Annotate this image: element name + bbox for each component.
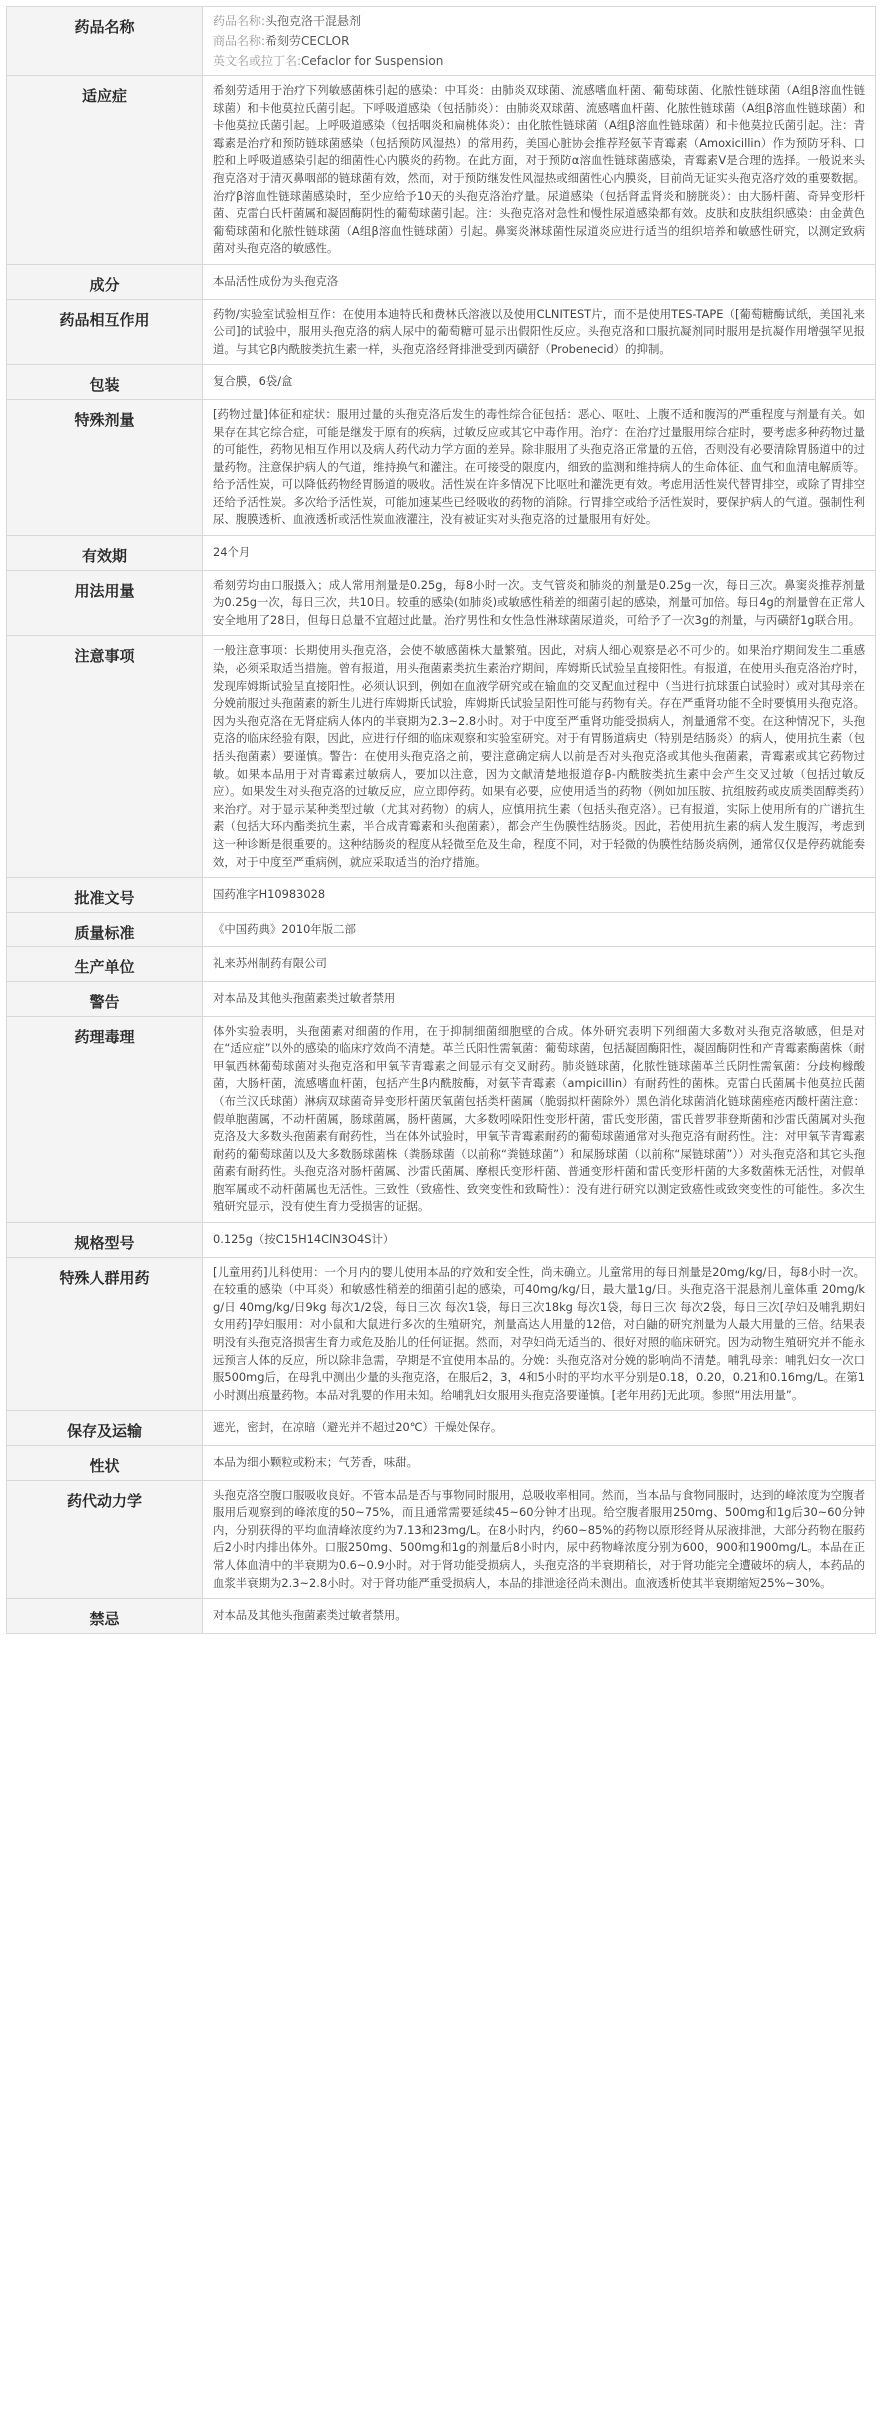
trade-name-key: 商品名称: (213, 34, 266, 48)
row-specification (7, 1223, 875, 1258)
row-properties (7, 1446, 875, 1481)
drug-info-table (6, 6, 876, 1634)
label-storage: 保存及运输 (7, 1411, 203, 1445)
label-ingredients: 成分 (7, 265, 203, 299)
row-pharmacology (7, 1017, 875, 1224)
row-overdose (7, 400, 875, 536)
row-packaging (7, 365, 875, 400)
label-precautions: 注意事项 (7, 636, 203, 877)
label-interactions: 药品相互作用 (7, 300, 203, 365)
value-drug-name (203, 7, 875, 75)
row-pharmacokinetics (7, 1481, 875, 1600)
english-name-value: Cefaclor for Suspension (301, 54, 444, 68)
value-precautions: 一般注意事项：长期使用头孢克洛，会使不敏感菌株大量繁殖。因此，对病人细心观察是必不可少的。如果治疗期间发生二重感染，必须采取适当措施。曾有报道，用头孢菌素类抗生素治疗期间，库姆斯氏试验呈直接阳性。有报道，在使用头孢克洛治疗时，发现库姆斯试验呈直接阳性。必须认识到，例如在血液学研究或在输血的交叉配血过程中（当进行抗球蛋白试验时）或对其母亲在分娩前服过头孢菌素的新生儿进行库姆斯氏试验，库姆斯氏试验呈阳性可能与药物有关。存在严重肾功能不全时要慎用头孢克洛。因为头孢克洛在无肾症病人体内的半衰期为2.3~2.8小时。对于中度至严重肾功能受损病人，剂量通常不变。在这种情况下，头孢克洛的临床经验有限，因此，应进行仔细的临床观察和实验室研究。对于有胃肠道病史（特别是结肠炎）的病人，使用抗生素（包括头孢菌素）要谨慎。警告：在使用头孢克洛之前，要注意确定病人以前是否对头孢克洛或其他头孢菌素，青霉素或其它药物过敏。如果本品用于对青霉素过敏病人，要加以注意，因为文献清楚地报道存β-内酰胺类抗生素中会产生交叉过敏（包括过敏反应）。如果发生对头孢克洛的过敏反应，应立即停药。如果有必要，应使用适当的药物（例如加压胺、抗组胺药或皮质类固醇类药）来治疗。对于显示某种类型过敏（尤其对药物）的病人，应慎用抗生素（包括头孢克洛）。已有报道，实际上使用所有的广谱抗生素（包括大环内酯类抗生素，半合成青霉素和头孢菌素），都会产生伪膜性结肠炎。因此，若使用抗生素的病人发生腹泻，考虑到这一种诊断是很重要的。这种结肠炎的程度从轻微至危及生命，程度不同，对于轻微的伪膜性结肠炎病例，通常仅仅是停药就能奏效，对于中度至严重病例，就应采取适当的治疗措施。 (213, 643, 865, 869)
label-pharmacokinetics: 药代动力学 (7, 1481, 203, 1599)
value-pharmacology: 体外实验表明，头孢菌素对细菌的作用，在于抑制细菌细胞壁的合成。体外研究表明下列细菌大多数对头孢克洛敏感，但是对在“适应症”以外的感染的临床疗效尚不清楚。革兰氏阳性需氧菌：葡萄球菌，包括凝固酶阳性，凝固酶阴性和产青霉素酶菌株（耐甲氧西林葡萄球菌对头孢克洛和甲氧苄青霉素之间显示有交叉耐药。肺炎链球菌，化脓性链球菌革兰氏阴性需氧菌：分歧枸橼酸菌，大肠杆菌，流感嗜血杆菌，包括产生β内酰胺酶，对氨苄青霉素（ampicillin）有耐药性的菌株。克雷白氏菌属卡他莫拉氏菌（布兰汉氏球菌）淋病双球菌奇异变形杆菌厌氧菌包括类杆菌属（脆弱拟杆菌除外）黑色消化球菌消化链球菌痤疮丙酸杆菌注意：假单胞菌属，不动杆菌属，肠球菌属，肠杆菌属，大多数吲哚阳性变形杆菌，雷氏变形菌，雷氏普罗菲登斯菌和沙雷氏菌属对头孢克洛及大多数头孢菌素有耐药性，当在体外试验时，甲氧苄青霉素耐药的葡萄球菌通常对头孢克洛有耐药性。注：对甲氧苄青霉素耐药的葡萄球菌以及大多数肠球菌株（粪肠球菌（以前称“粪链球菌”）和屎肠球菌（以前称“屎链球菌”））对头孢克洛和其它头孢菌素有耐药性。头孢克洛对肠杆菌属、沙雷氏菌属、摩根氏变形杆菌、普通变形杆菌和雷氏变形杆菌的大多数菌株无活性，对假单胞军属或不动杆菌属也无活性。三致性（致癌性、致突变性和致畸性）：没有进行研究以测定致癌性或致突变性的可能性。多次生殖研究显示，没有使生育力受损害的证据。 (213, 1023, 865, 1214)
row-storage (7, 1411, 875, 1446)
value-warning: 对本品及其他头孢菌素类过敏者禁用 (213, 990, 396, 1005)
value-packaging: 复合膜，6袋/盒 (213, 374, 293, 389)
label-dosage: 用法用量 (7, 571, 203, 636)
value-properties: 本品为细小颗粒或粉末；气芳香，味甜。 (213, 1455, 419, 1469)
row-contraindications (7, 1599, 875, 1634)
label-packaging: 包装 (7, 365, 203, 399)
value-storage: 遮光，密封，在凉暗（避光并不超过20℃）干燥处保存。 (213, 1420, 503, 1435)
label-drug-name: 药品名称 (7, 7, 203, 75)
value-pharmacokinetics: 头孢克洛空腹口服吸收良好。不管本品是否与事物同时服用，总吸收率相同。然而，当本品与食物同服时，达到的峰浓度为空腹者服用后观察到的峰浓度的50~75%，而且通常需要延续45~60分钟才出现。给空腹者服用250mg、500mg和1g后30~60分钟内，分别获得的平均血清峰浓度约为7.13和23mg/L。在8小时内，约60~85%的药物以原形经肾从尿液排泄，大部分药物在服药后2小时内排出体外。口服250mg、500mg和1g的剂量后8小时内，尿中药物峰浓度分别为600，900和1900mg/L。本品在正常人体血清中的半衰期为0.6~0.9小时。对于肾功能受损病人，头孢克洛的半衰期稍长，对于肾功能完全遭破坏的病人，本药品的血浆半衰期为2.3~2.8小时。对于肾功能严重受损病人，本品的排泄途径尚未测出。血液透析使其半衰期缩短25%~30%。 (213, 1487, 865, 1590)
generic-name-value: 头孢克洛干混悬剂 (265, 14, 362, 28)
row-quality-standard (7, 913, 875, 948)
label-warning: 警告 (7, 982, 203, 1016)
label-specification: 规格型号 (7, 1223, 203, 1257)
generic-name-key: 药品名称: (213, 14, 266, 28)
label-indications: 适应症 (7, 76, 203, 264)
row-manufacturer (7, 947, 875, 982)
row-dosage (7, 571, 875, 637)
trade-name-value: 希刻劳CECLOR (265, 34, 350, 48)
row-shelf-life (7, 536, 875, 571)
row-warning (7, 982, 875, 1017)
row-indications (7, 76, 875, 265)
value-overdose: [药物过量]体征和症状：服用过量的头孢克洛后发生的毒性综合征包括：恶心、呕吐、上腹不适和腹泻的严重程度与剂量有关。如果存在其它综合症，可能是继发于原有的疾病，过敏反应或其它中毒作用。治疗：在治疗过量服用综合症时，要考虑多种药物过量的可能性，药物见相互作用以及病人药代动力学方面的差异。除非服用了头孢克洛正常量的五倍，否则没有必要清除胃肠道中的过量药物。注意保护病人的气道，维持换气和灌注。在可接受的限度内，细致的监测和维持病人的生命体征、血气和血清电解质等。给予活性炭，可以降低药物经胃肠道的吸收。活性炭在许多情况下比呕吐和灌洗更有效。考虑用活性炭代替胃排空，或除了胃排空还给予活性炭。多次给予活性炭，可能加速某些已经吸收的药物的消除。行胃排空或给予活性炭时，要保护病人的气道。强制性利尿、腹膜透析、血液透析或活性炭血液灌注，没有被证实对头孢克洛的过量服用有好处。 (213, 406, 865, 527)
row-interactions (7, 300, 875, 366)
value-indications: 希刻劳适用于治疗下列敏感菌株引起的感染：中耳炎：由肺炎双球菌、流感嗜血杆菌、葡萄球菌、化脓性链球菌（A组β溶血性链球菌）和卡他莫拉氏菌引起。下呼吸道感染（包括肺炎）：由肺炎双球菌、流感嗜血杆菌、化脓性链球菌（A组β溶血性链球菌）和卡他莫拉氏菌引起。上呼吸道感染（包括咽炎和扁桃体炎）：由化脓性链球菌（A组β溶血性链球菌）和卡他莫拉氏菌引起。注：青霉素是治疗和预防链球菌感染（包括预防风湿热）的常用药，美国心脏协会推荐羟氨苄青霉素（Amoxicillin）作为预防牙科、口腔和上呼吸道感染引起的细菌性心内膜炎的药物。在此方面，对于预防α溶血性链球菌感染，青霉素V是合理的选择。一般说来头孢克洛对于清灭鼻咽部的链球菌有效，然而，对于预防继发性风湿热或细菌性心内膜炎，目前尚无证实头孢克洛疗效的重要数据。治疗β溶血性链球菌感染时，至少应给予10天的头孢克洛治疗量。尿道感染（包括肾盂肾炎和膀胱炎）：由大肠杆菌、奇异变形杆菌、克雷白氏杆菌属和凝固酶阴性的葡萄球菌引起。注：头孢克洛对急性和慢性尿道感染都有效。皮肤和皮肤组织感染：由金黄色葡萄球菌和化脓性链球菌（A组β溶血性链球菌）引起。鼻窦炎淋球菌性尿道炎应进行适当的组织培养和敏感性研究，以测定致病菌对头孢克洛的敏感性。 (213, 83, 865, 256)
label-approval-number: 批准文号 (7, 878, 203, 912)
label-properties: 性状 (7, 1446, 203, 1480)
label-shelf-life: 有效期 (7, 536, 203, 570)
label-overdose: 特殊剂量 (7, 400, 203, 535)
row-precautions (7, 636, 875, 878)
value-ingredients: 本品活性成份为头孢克洛 (213, 273, 339, 288)
value-shelf-life: 24个月 (213, 545, 251, 560)
english-name-key: 英文名或拉丁名: (213, 54, 302, 68)
row-special-population (7, 1258, 875, 1412)
trade-name-line (213, 31, 865, 51)
label-contraindications: 禁忌 (7, 1599, 203, 1633)
value-contraindications: 对本品及其他头孢菌素类过敏者禁用。 (213, 1608, 407, 1623)
label-special-population: 特殊人群用药 (7, 1258, 203, 1411)
row-drug-name (7, 7, 875, 76)
label-quality-standard: 质量标准 (7, 913, 203, 947)
value-manufacturer: 礼来苏州制药有限公司 (213, 956, 327, 971)
value-quality-standard: 《中国药典》2010年版二部 (213, 921, 356, 936)
value-special-population: [儿童用药]儿科使用：一个月内的婴儿使用本品的疗效和安全性，尚未确立。儿童常用的每日剂量是20mg/kg/日，每8小时一次。在较重的感染（中耳炎）和敏感性稍差的细菌引起的感染，可40mg/kg/日，最大量1g/日。头孢克洛干混悬剂儿童体重 20mg/kg/日 40mg/kg/日9kg 每次1/2袋，每日三次 每次1袋，每日三次18kg 每次1袋，每日三次 每次2袋，每日三次[孕妇及哺乳期妇女用药]孕妇服用：对小鼠和大鼠进行多次的生殖研究，剂量高达人用量的12倍，对白鼬的研究剂量为人最大用量的三倍。结果表明没有头孢克洛损害生育力或危及胎儿的任何证据。然而，对孕妇尚无适当的、很好对照的临床研究。因为动物生殖研究并不能永远预言人体的反应，所以除非急需，孕期是不宜使用本品的。分娩：头孢克洛对分娩的影响尚不清楚。哺乳母亲：哺乳妇女一次口服500mg后，在母乳中测出少量的头孢克洛，在服后2，3，4和5小时的平均水平分别是0.18，0.20，0.21和0.16mg/L。在第1小时测出痕量药物。本品对乳婴的作用未知。给哺乳妇女服用头孢克洛要谨慎。[老年用药]无此项。参照“用法用量”。 (213, 1264, 865, 1402)
generic-name-line (213, 11, 865, 31)
value-interactions: 药物/实验室试验相互作：在使用本迪特氏和费林氏溶液以及使用CLNITEST片，而不是使用TES-TAPE（[葡萄糖酶试纸，美国礼来公司]的试验中，服用头孢克洛的病人尿中的葡萄糖可显示出假阳性反应。头孢克洛和口服抗凝剂同时服用是抗凝作用增强罕见报道。与其它β内酰胺类抗生素一样，头孢克洛经肾排泄受到丙磺舒（Probenecid）的抑制。 (213, 306, 865, 356)
value-specification: 0.125g（按C15H14ClN3O4S计） (213, 1232, 395, 1247)
row-approval-number (7, 878, 875, 913)
label-manufacturer: 生产单位 (7, 947, 203, 981)
row-ingredients (7, 265, 875, 300)
value-dosage: 希刻劳均由口服摄入；成人常用剂量是0.25g，每8小时一次。支气管炎和肺炎的剂量是0.25g一次，每日三次。鼻窦炎推荐剂量为0.25g一次，每日三次，共10日。较重的感染(如肺炎)或敏感性稍差的细菌引起的感染，剂量可加倍。每日4g的剂量曾在正常人安全地用了28日，但每日总量不宜超过此量。治疗男性和女性急性淋球菌尿道炎，可给予了一次3g的剂量，与丙磺舒1g联合用。 (213, 577, 865, 627)
label-pharmacology: 药理毒理 (7, 1017, 203, 1223)
value-approval-number: 国药准字H10983028 (213, 887, 326, 902)
english-name-line (213, 51, 865, 71)
